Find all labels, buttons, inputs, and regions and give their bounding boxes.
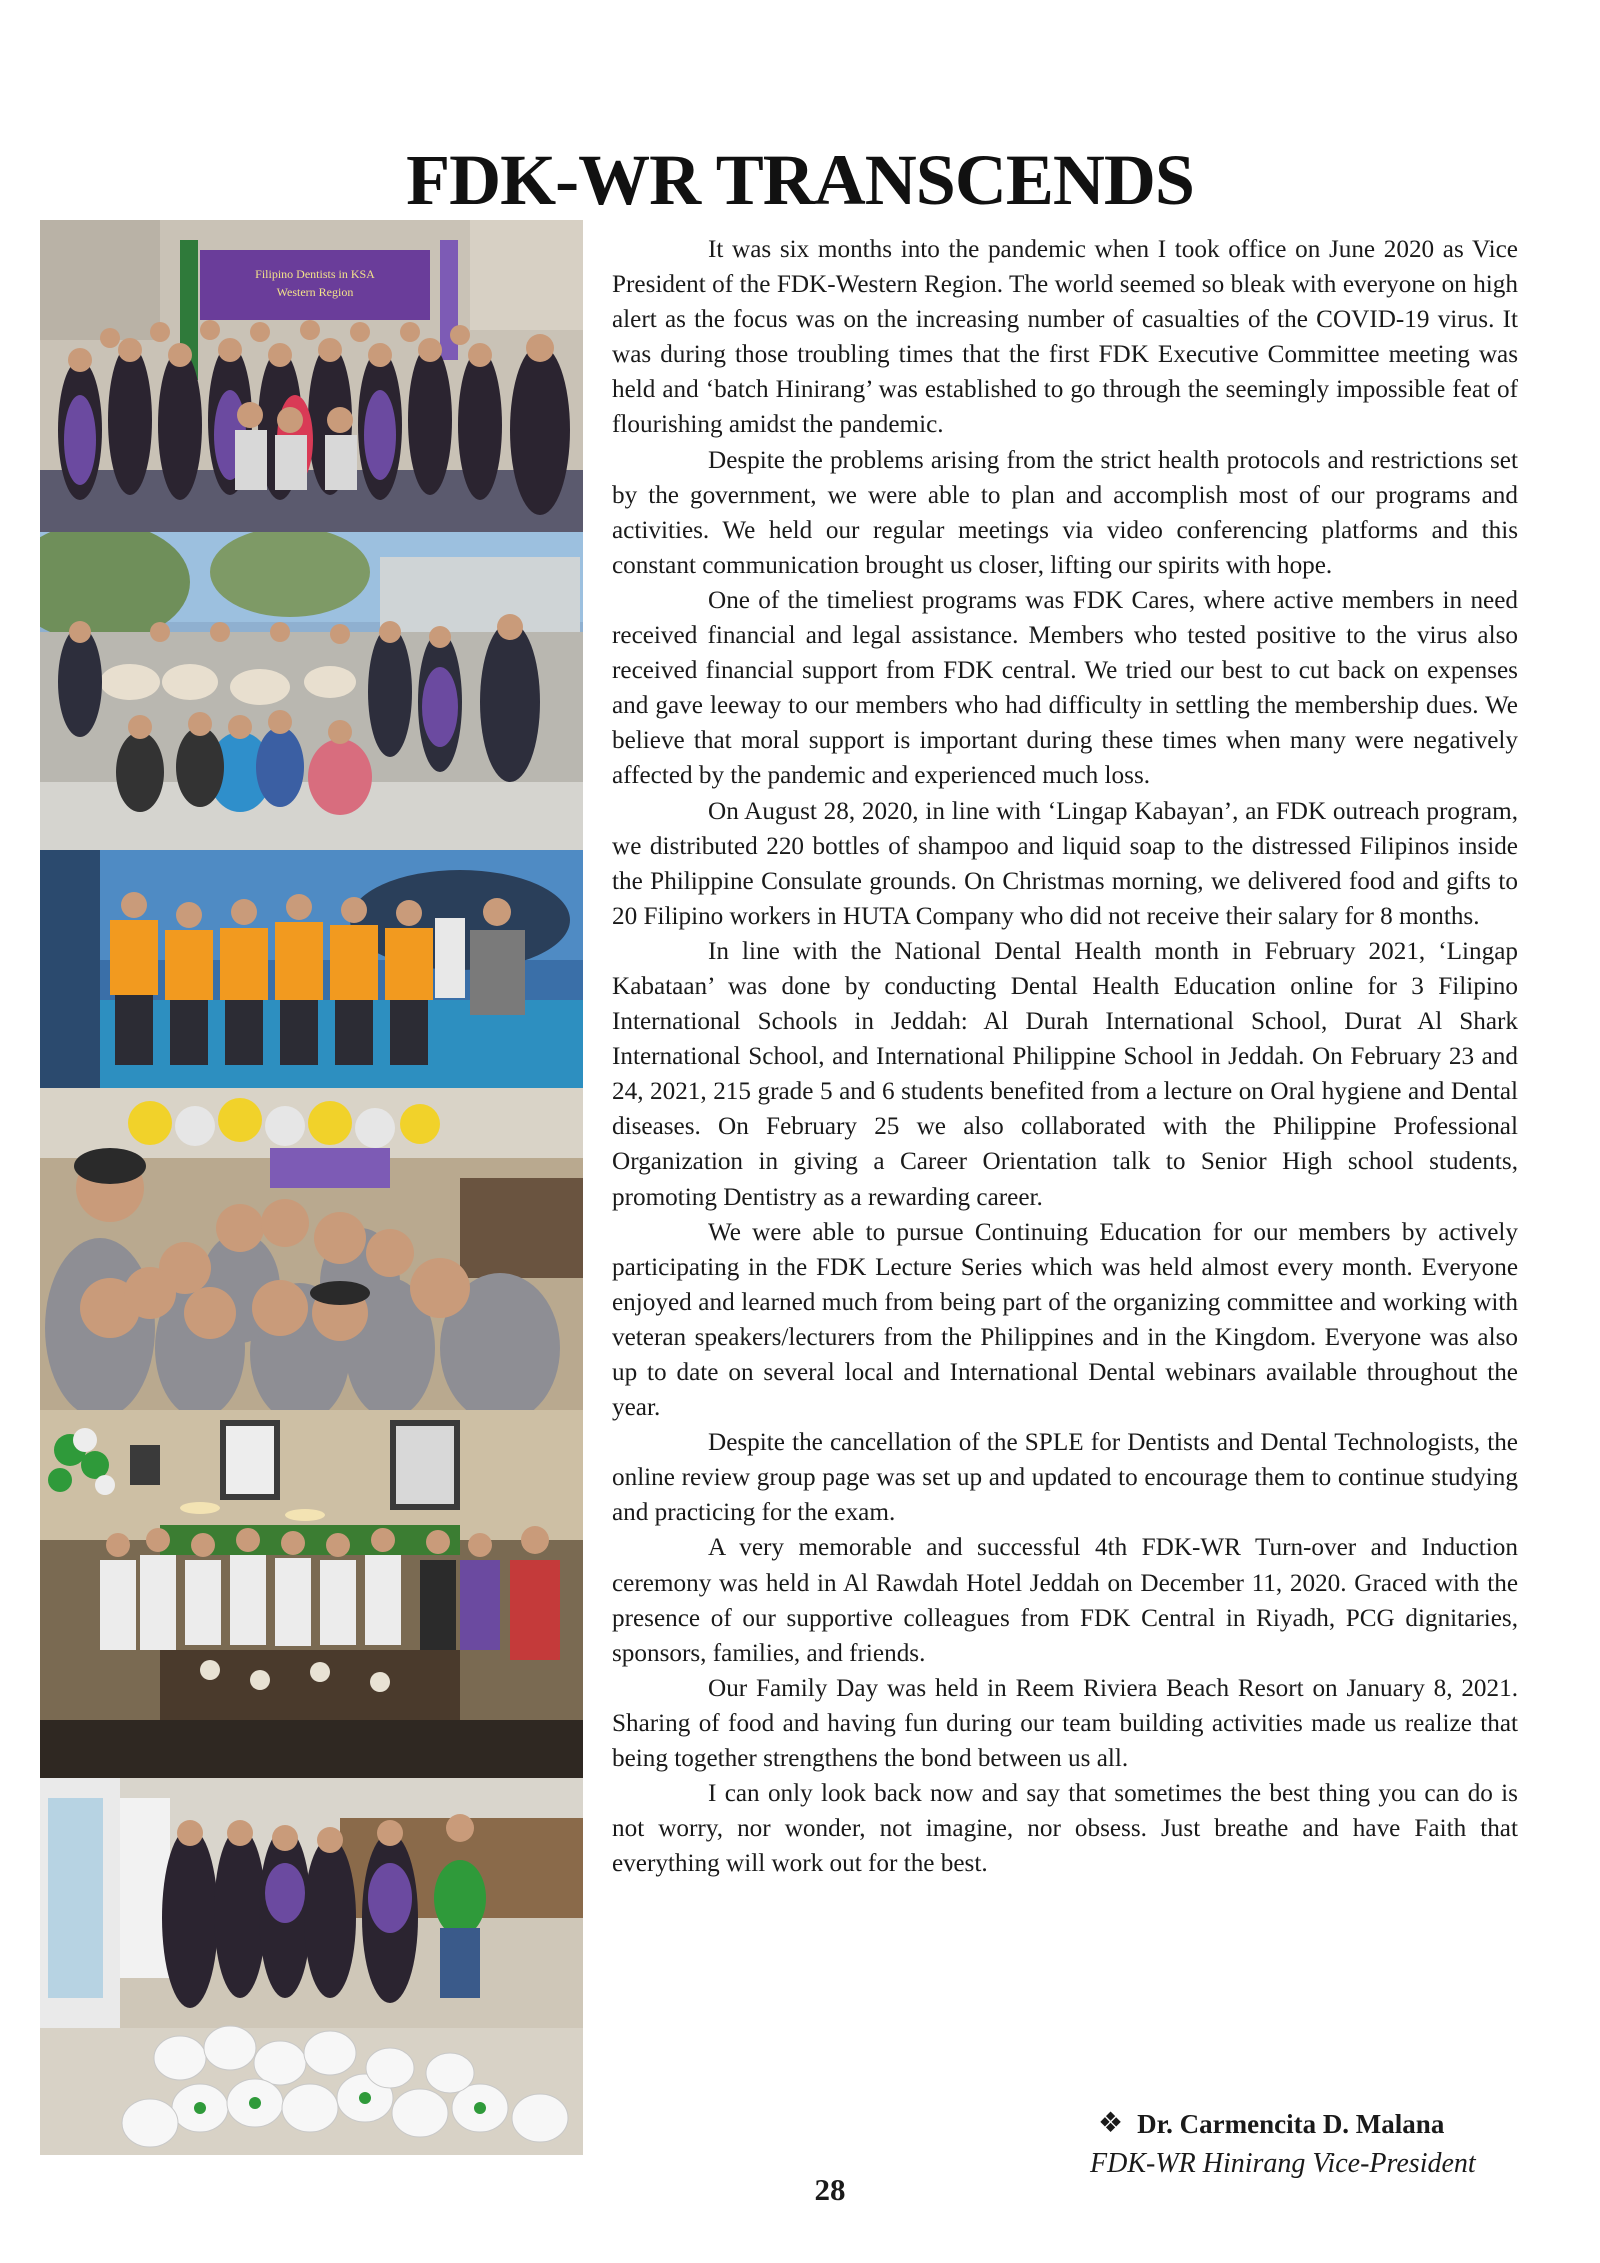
group-photo-relief-goods-image	[40, 1778, 583, 2155]
group-photo-dinner	[40, 1410, 583, 1778]
banner-text-line-1: Filipino Dentists in KSA	[255, 267, 375, 281]
group-photo-outreach	[40, 532, 583, 850]
author-signature	[1090, 2104, 1560, 2184]
author-role: FDK-WR Hinirang Vice-President	[1090, 2148, 1476, 2179]
author-name: Dr. Carmencita D. Malana	[1137, 2109, 1445, 2139]
group-photo-relief-goods	[40, 1778, 583, 2155]
photo-collage	[40, 220, 583, 2155]
ornament-diamond-icon: ❖	[1098, 2108, 1124, 2139]
group-photo-outreach-image	[40, 532, 583, 850]
author-name-line	[1090, 2104, 1560, 2144]
paragraph: I can only look back now and say that sometimes the best thing you can do is not worry, nor wonder, not imagine, nor obsess. Just breathe and have Faith that everything will work out for the best.	[612, 1780, 1518, 1878]
article-body	[612, 232, 1518, 1881]
group-photo-balloons-selfie	[40, 1088, 583, 1410]
page-title: FDK-WR TRANSCENDS	[406, 140, 1194, 220]
paragraph: On August 28, 2020, in line with ‘Lingap Kabayan’, an FDK outreach program, we distributed 220 bottles of shampoo and liquid soap to the distressed Filipinos inside the Philippine Consulate grounds. On Christmas morning, we delivered food and gifts to 20 Filipino workers in HUTA Company who did not receive their salary for 8 months.	[612, 797, 1518, 930]
paragraph: Despite the problems arising from the strict health protocols and restrictions set by the government, we were able to plan and accomplish most of our programs and activities. We held our regular meetings via video conferencing platforms and this constant communication brought us closer, lifting our spirits with hope.	[612, 446, 1518, 579]
page-number: 28	[814, 2172, 846, 2207]
group-photo-orange-shirts-image	[40, 850, 583, 1088]
paragraph: Our Family Day was held in Reem Riviera Beach Resort on January 8, 2021. Sharing of food and having fun during our team building activities made us realize that being together strengthens the bond between us all.	[612, 1674, 1518, 1773]
group-photo-dinner-image	[40, 1410, 583, 1778]
paragraph: We were able to pursue Continuing Education for our members by actively participating in the FDK Lecture Series which was held almost every month. Everyone enjoyed and learned much from being part of the organizing committee and working with veteran speakers/lecturers from the Philippines and in the Kingdom. Everyone was also up to date on several local and International Dental webinars available throughout the year.	[612, 1218, 1518, 1422]
paragraph: In line with the National Dental Health month in February 2021, ‘Lingap Kabataan’ was done by conducting Dental Health Education online for 3 Filipino International Schools in Jeddah: Al Durah International School, Durat Al Shark International School, and International Philippine School in Jeddah. On February 23 and 24, 2021, 215 grade 5 and 6 students benefited from a lecture on Oral hygiene and Dental diseases. On February 25 we also collaborated with the Philippine Professional Organization in giving a Career Orientation talk to Senior High school students, promoting Dentistry as a rewarding career.	[612, 937, 1518, 1211]
group-photo-banner-image	[40, 220, 583, 532]
group-photo-banner	[40, 220, 583, 532]
banner-text-line-2: Western Region	[276, 285, 354, 299]
group-photo-orange-shirts	[40, 850, 583, 1088]
paragraph: A very memorable and successful 4th FDK-WR Turn-over and Induction ceremony was held in Al Rawdah Hotel Jeddah on December 11, 2020. Graced with the presence of our supportive colleagues from FDK Central in Riyadh, PCG dignitaries, sponsors, families, and friends.	[612, 1534, 1518, 1667]
paragraph: One of the timeliest programs was FDK Cares, where active members in need received financial and legal assistance. Members who tested positive to the virus also received financial support from FDK central. We tried our best to cut back on expenses and gave leeway to our members who had difficulty in settling the membership dues. We believe that moral support is important during these times when many were negatively affected by the pandemic and experienced much loss.	[612, 586, 1518, 790]
paragraph: Despite the cancellation of the SPLE for Dentists and Dental Technologists, the online review group page was set up and updated to encourage them to continue studying and practicing for the exam.	[612, 1429, 1518, 1527]
group-photo-balloons-selfie-image	[40, 1088, 583, 1410]
paragraph: It was six months into the pandemic when I took office on June 2020 as Vice President of the FDK-Western Region. The world seemed so bleak with everyone on high alert as the focus was on the increasing number of casualties of the COVID-19 virus. It was during those troubling times that the first FDK Executive Committee meeting was held and ‘batch Hinirang’ was established to go through the seemingly impossible feat of flourishing amidst the pandemic.	[612, 236, 1518, 439]
